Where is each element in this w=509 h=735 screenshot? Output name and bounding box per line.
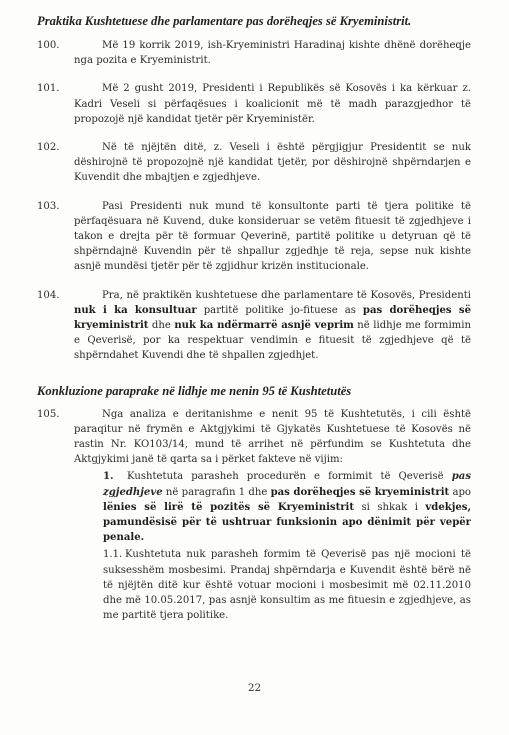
list-item-1-1 bbox=[37, 547, 471, 623]
text-run: në lidhje me formimin e Qeverisë, por ka respektuar vendimin e fituesit të zgjedhjeve që të shpërndahet Kuvendi dhe të shpallen zgjedhjet. bbox=[74, 320, 471, 362]
bold-run: lënies së lirë të pozitës së Kryeministrit bbox=[103, 501, 355, 513]
list-item-label: 1. bbox=[103, 471, 114, 483]
paragraph-103 bbox=[37, 199, 471, 275]
bold-run: nuk i ka konsultuar bbox=[74, 304, 197, 316]
text-run: si shkak i bbox=[354, 501, 426, 513]
paragraph-text: Pasi Presidenti nuk mund të konsultonte parti të tjera politike të përfaqësuara në Kuvend, duke konsideruar se vetëm fituesit të zgjedhjeve i takon e drejta për të formuar Qeverinë, partitë politike u detyruan që të shpërndajnë Kuvendin për të shpallur zgjedhje të reja, sepse nuk kishte asnjë mundësi tjetër për të zgjidhur krizën institucionale. bbox=[74, 200, 471, 273]
bold-run: pas dorëheqjes së kryeministrit bbox=[74, 304, 471, 332]
paragraph-text: Nga analiza e deritanishme e nenit 95 të Kushtetutës, i cili është paraqitur në frymën e Aktgjykimi të Gjykatës Kushtetuese të Kosovës në rastin Nr. KO103/14, mund të arrihet në përfundim se Kushtetuta dhe Aktgjykimi janë të qarta sa i përket fakteve në vijim: bbox=[74, 408, 471, 466]
bold-run: nuk ka ndërmarrë asnjë veprim bbox=[174, 320, 354, 332]
text-run: Pra, në praktikën kushtetuese dhe parlamentare të Kosovës, Presidenti bbox=[102, 289, 471, 301]
paragraph-number: 103. bbox=[37, 200, 60, 212]
paragraph-text: Më 2 gusht 2019, Presidenti i Republikës së Kosovës i ka kërkuar z. Kadri Veseli si përfaqësues i koalicionit më të madh parazgjedhor të propozojë një kandidat tjetër për Kryeministër. bbox=[74, 83, 471, 125]
text-run: apo bbox=[449, 486, 471, 498]
paragraph-number: 102. bbox=[37, 142, 60, 154]
paragraph-number: 104. bbox=[37, 289, 60, 301]
list-item-1 bbox=[37, 469, 471, 545]
paragraph-number: 101. bbox=[37, 83, 60, 95]
paragraph-105 bbox=[37, 407, 471, 468]
paragraph-text: Në të njëjtën ditë, z. Veseli i është përgjigjur Presidentit se nuk dëshirojnë të propozojnë një kandidat tjetër, por dëshirojnë shpërndarjen e Kuvendit dhe mbajtjen e zgjedhjeve. bbox=[74, 142, 471, 184]
bold-run: vdekjes, pamundësisë për të ushtruar funksionin apo dënimit për vepër penale. bbox=[103, 501, 471, 544]
paragraph-number: 105. bbox=[37, 408, 60, 420]
page-number: 22 bbox=[247, 682, 262, 694]
paragraph-number: 100. bbox=[37, 40, 60, 51]
list-item-text: Kushtetuta nuk parasheh formim të Qeverisë pas një mocioni të suksesshëm mosbesimi. Prandaj shpërndarja e Kuvendit është bërë në të njëjtën ditë kur është votuar mocioni i mosbesimit më 02.11.2010 dhe më 10.05.2017, pas asnjë konsultim as me fituesin e zgjedhjeve, as me partitë tjera politike. bbox=[103, 549, 471, 622]
section-heading: Konkluzione paraprake në lidhje me nenin 95 të Kushtetutës bbox=[37, 383, 352, 398]
paragraph-100 bbox=[37, 38, 471, 68]
section-heading: Praktika Kushtetuese dhe parlamentare pas dorëheqjes së Kryeministrit. bbox=[37, 14, 412, 28]
text-run: në paragrafin 1 dhe bbox=[162, 486, 271, 498]
paragraph-text: Më 19 korrik 2019, ish-Kryeministri Haradinaj kishte dhënë dorëheqje nga pozita e Kryeministrit. bbox=[74, 40, 471, 67]
paragraph-104 bbox=[37, 288, 471, 364]
bold-italic-run: pas zgjedhjeve bbox=[103, 471, 471, 498]
text-run: partitë politike jo-fituese as bbox=[196, 304, 363, 316]
paragraph-101 bbox=[37, 81, 471, 127]
text-run: Kushtetuta parasheh procedurën e formimit të Qeverisë bbox=[127, 471, 452, 483]
bold-run: pas dorëheqjes së kryeministrit bbox=[270, 486, 450, 498]
paragraph-102 bbox=[37, 140, 471, 186]
list-item-label: 1.1. bbox=[103, 549, 123, 561]
text-run: dhe bbox=[148, 320, 175, 332]
